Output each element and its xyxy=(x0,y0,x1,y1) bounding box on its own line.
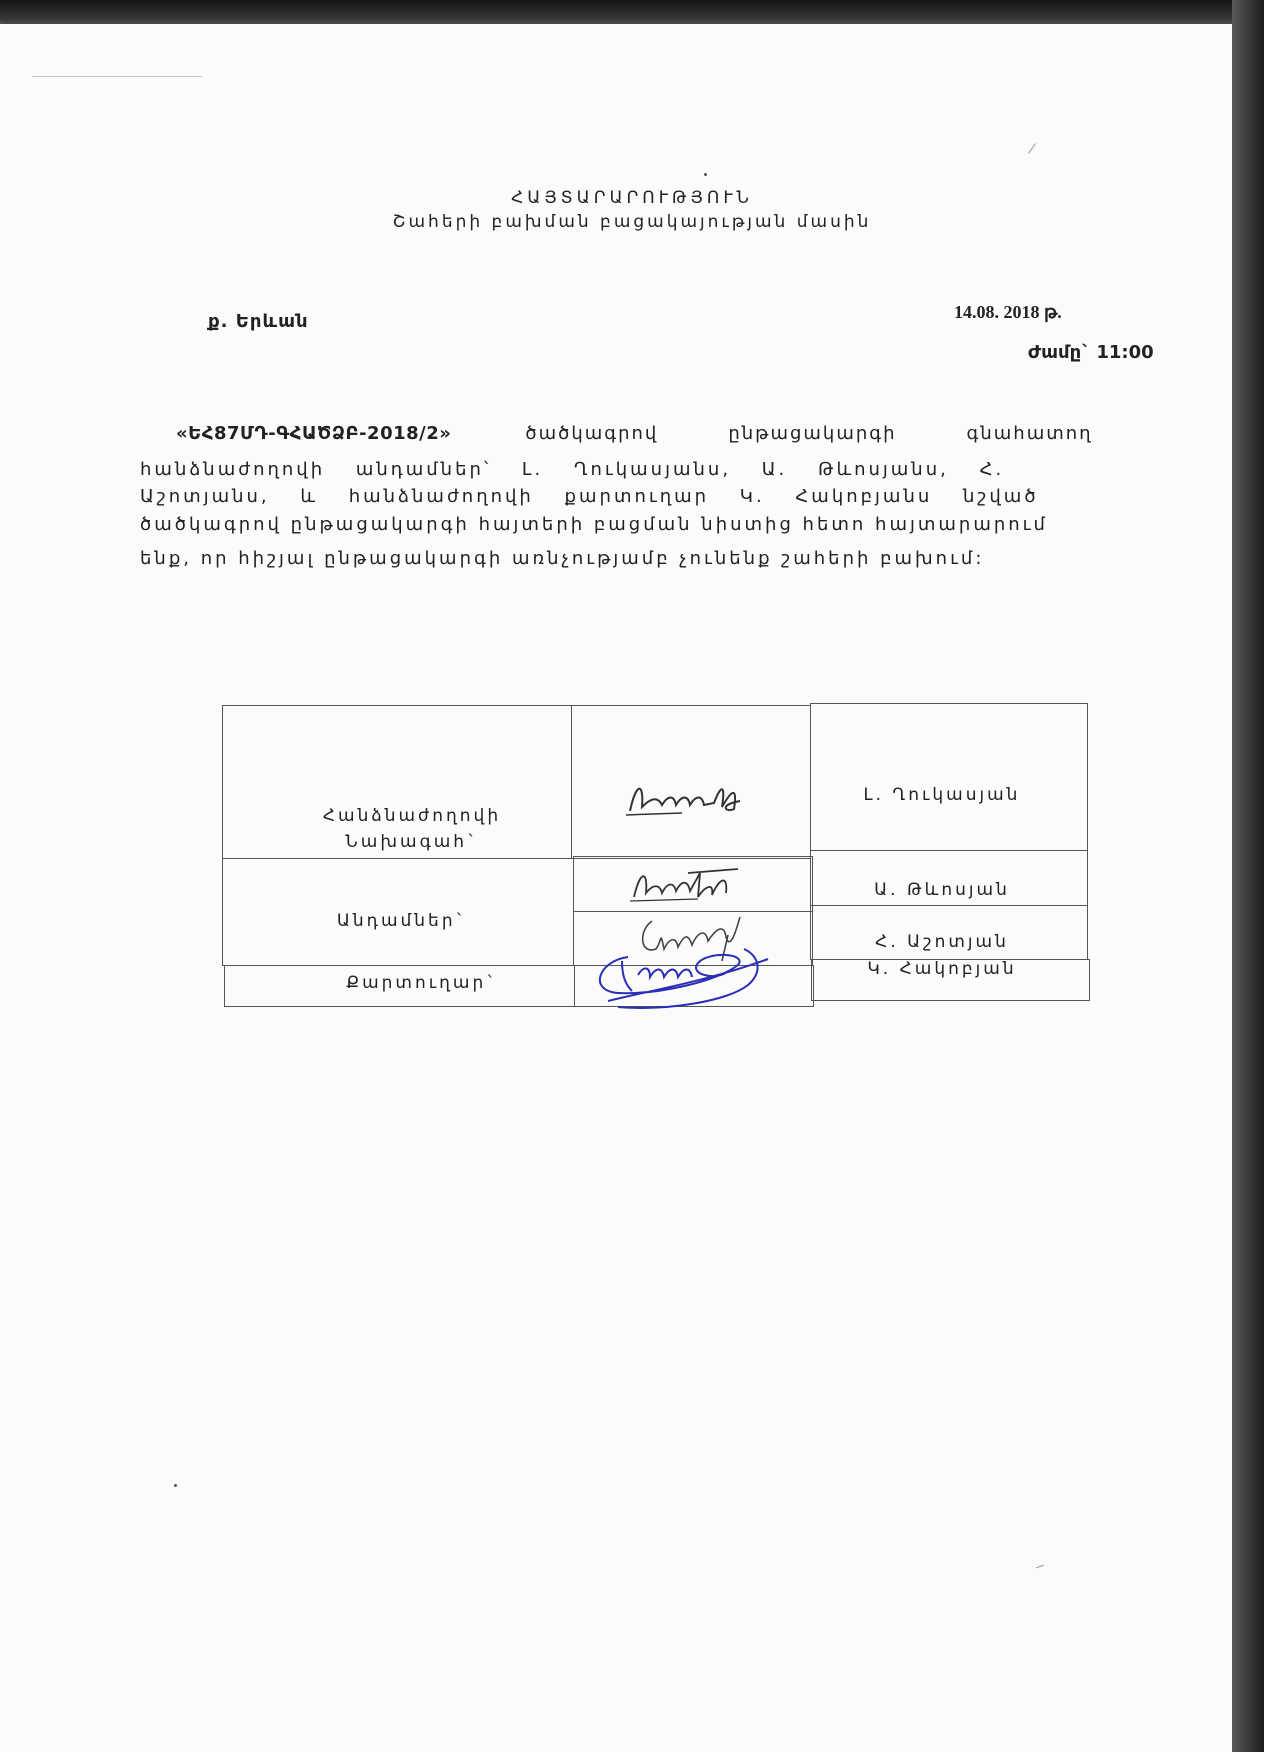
signature-chairman xyxy=(622,773,752,823)
role-secretary: Քարտուղար` xyxy=(346,973,498,993)
body-line-3: Աշոտյանս, և հանձնաժողովի քարտուղար Կ. Հակոբյանս նշված xyxy=(140,486,1039,507)
scanner-right-edge xyxy=(1232,0,1264,1752)
signature-table xyxy=(222,703,1088,1005)
name-secretary: Կ. Հակոբյան xyxy=(867,959,1017,979)
speck xyxy=(174,1484,177,1487)
body-line-2: հանձնաժողովի անդամներ՝ Լ. Ղուկասյանս, Ա. Թևոսյանս, Հ. xyxy=(140,459,1005,480)
speck xyxy=(704,173,707,176)
body-word: ծածկագրով xyxy=(525,423,659,444)
signature-member-1 xyxy=(628,863,748,907)
date-label: 14.08. 2018 թ. xyxy=(954,302,1062,322)
body-line-1 xyxy=(140,423,1160,444)
time-label: Ժամը` 11:00 xyxy=(1028,342,1154,363)
body-line-5: ենք, որ հիշյալ ընթացակարգի առնչությամբ չունենք շահերի բախում: xyxy=(140,548,985,569)
signature-secretary xyxy=(588,941,788,1013)
fold-line xyxy=(32,76,202,77)
name-member-2: Հ. Աշոտյան xyxy=(875,932,1009,952)
document-subtitle: Շահերի բախման բացակայության մասին xyxy=(392,212,872,232)
role-chairman: Հանձնաժողովի Նախագահ` xyxy=(322,806,502,852)
body-line-4: ծածկագրով ընթացակարգի հայտերի բացման նիստից հետո հայտարարում xyxy=(140,514,1048,535)
place-label: ք. Երևան xyxy=(208,311,309,332)
document-title: ՀԱՅՏԱՐԱՐՈՒԹՅՈՒՆ xyxy=(511,188,753,208)
name-chairman: Լ. Ղուկասյան xyxy=(863,785,1021,805)
body-word: գնահատող xyxy=(966,423,1093,444)
body-word: ընթացակարգի xyxy=(728,423,897,444)
procurement-code: «ԵՀ87ՄԴ-ԳՀԱԾՁԲ-2018/2» xyxy=(176,423,452,444)
table-cell xyxy=(810,703,1088,851)
name-member-1: Ա. Թևոսյան xyxy=(874,880,1010,900)
role-members: Անդամներ` xyxy=(336,911,468,931)
